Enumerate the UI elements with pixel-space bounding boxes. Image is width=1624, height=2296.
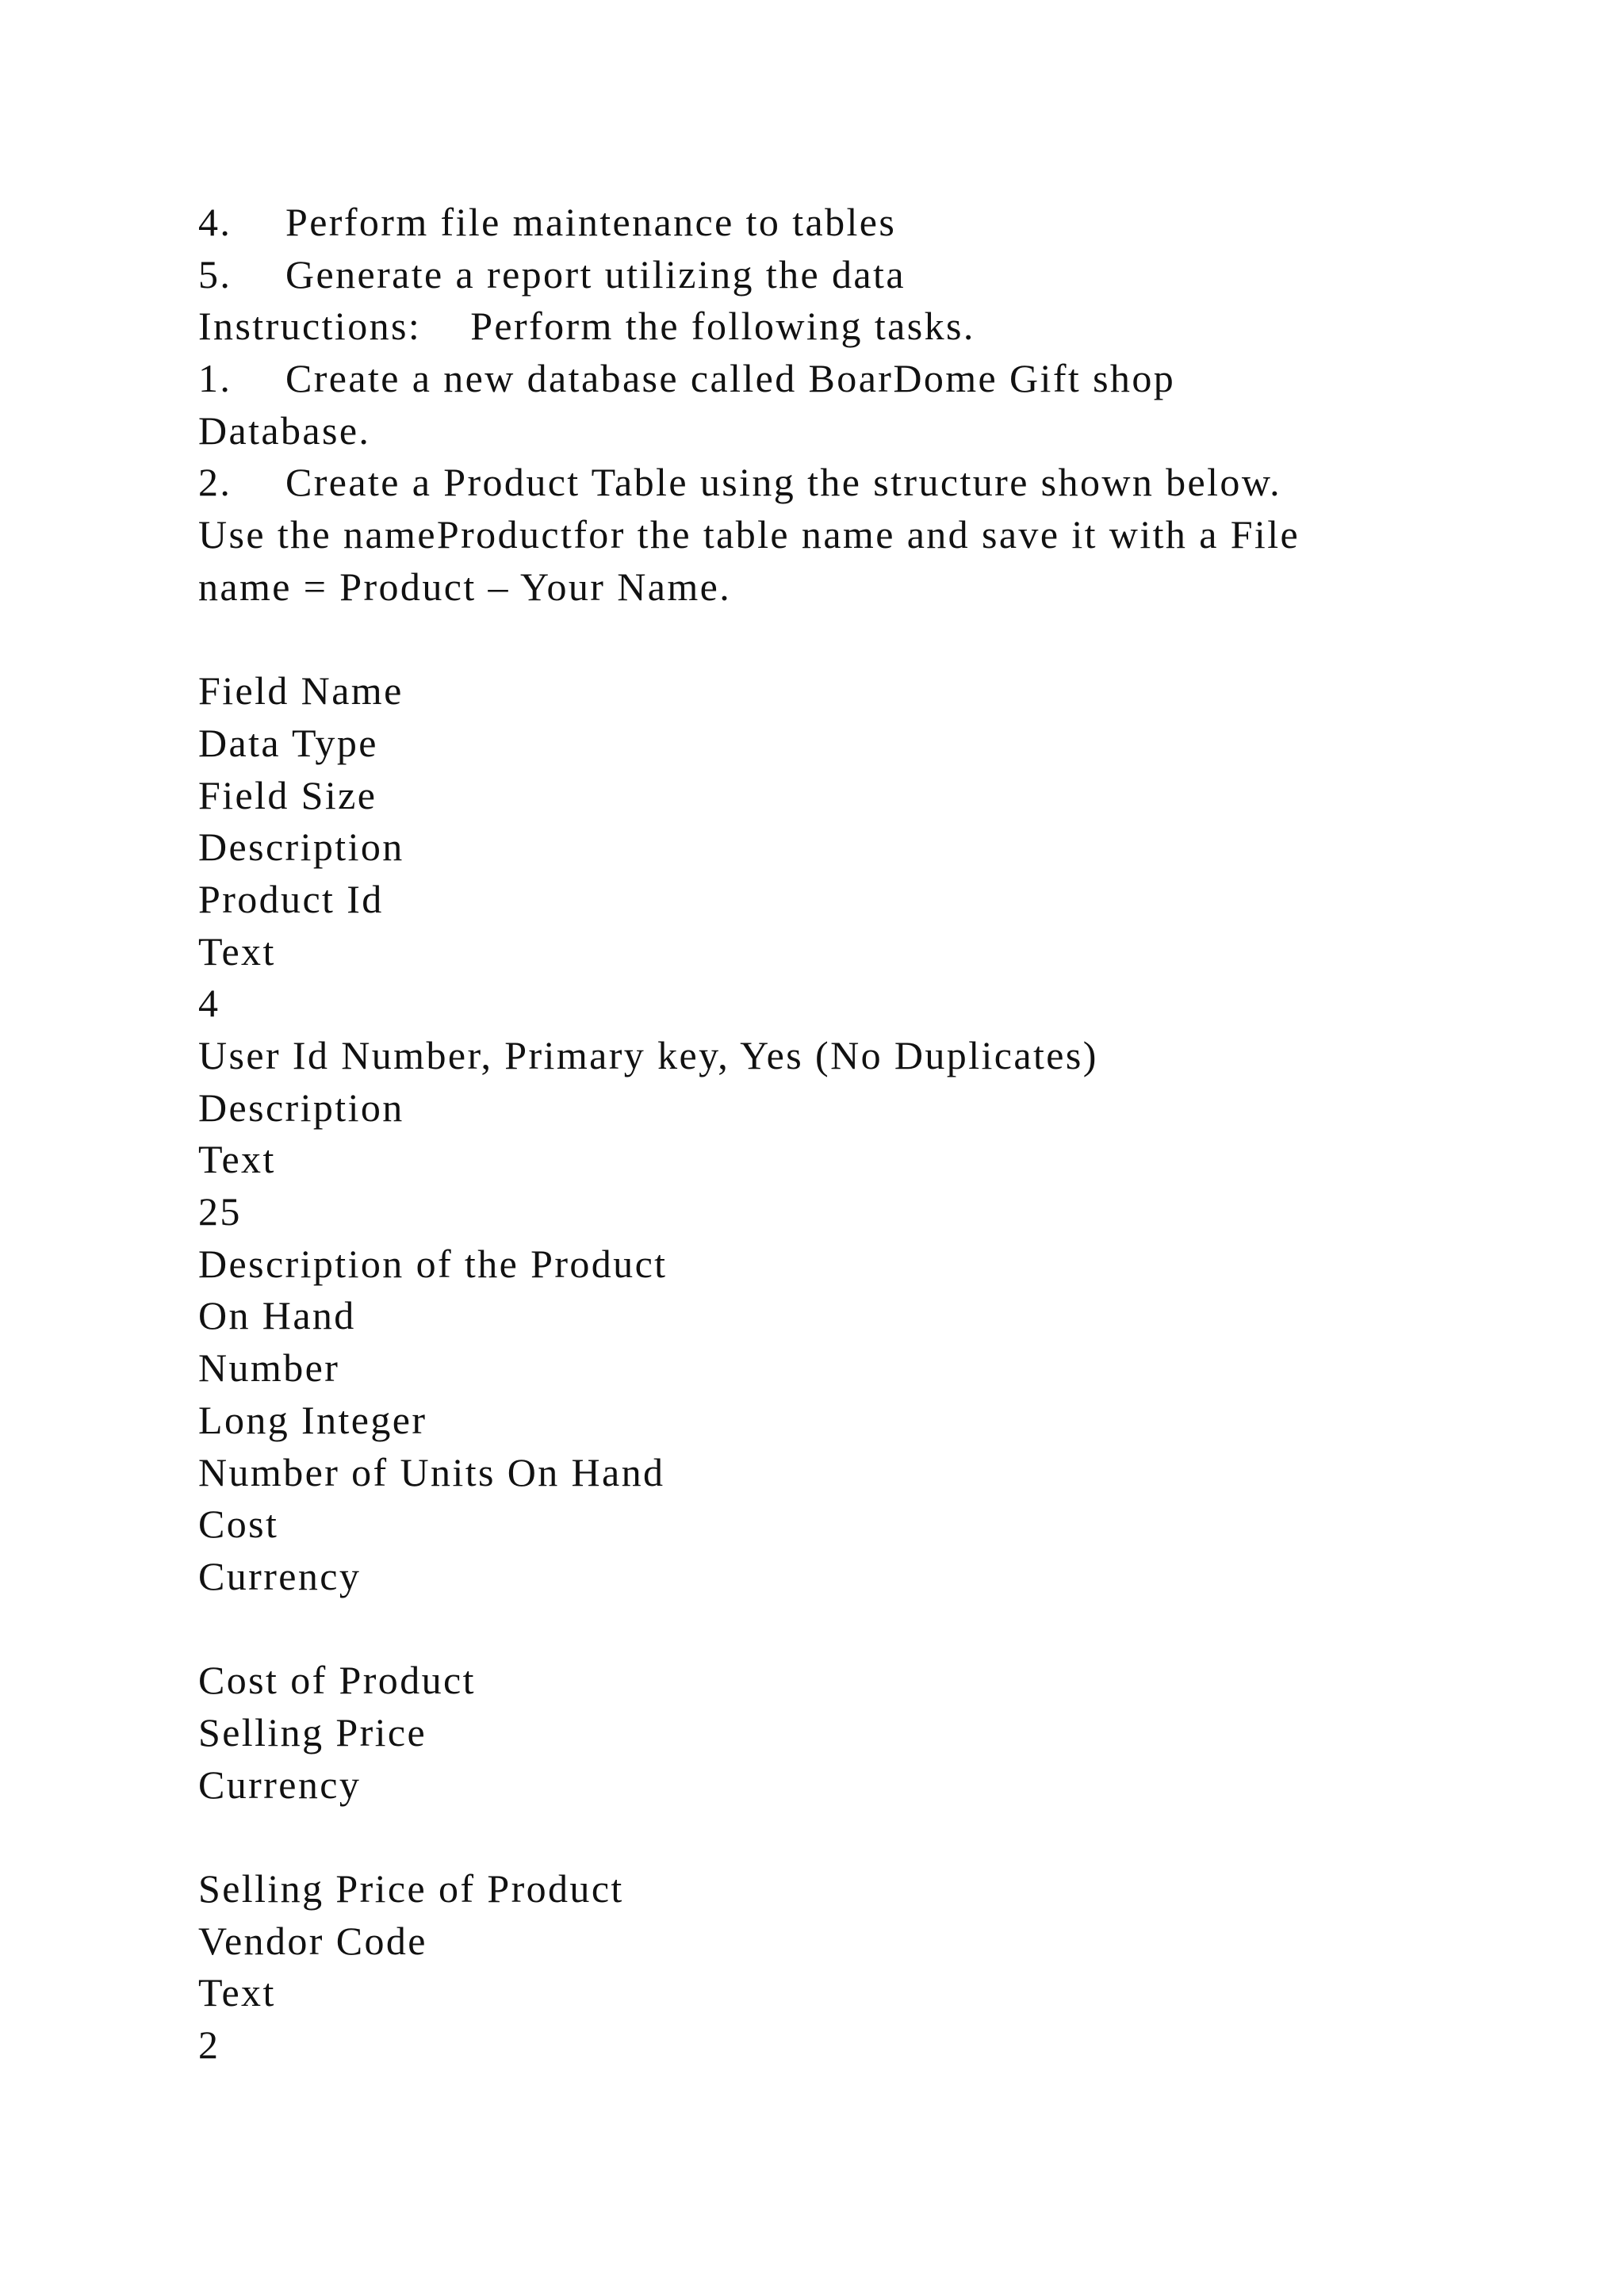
table-cell-field-size: 2 [198, 2022, 220, 2068]
table-cell-data-type: Currency [198, 1762, 362, 1807]
list-number: 2. [198, 460, 232, 505]
task-item-1-continuation: Database. [198, 408, 371, 453]
instructions-text: Perform the following tasks. [470, 304, 975, 349]
document-body [198, 197, 1435, 2072]
list-number: 5. [198, 251, 232, 297]
table-cell-field-size: 25 [198, 1189, 242, 1234]
objective-item-4 [198, 197, 1435, 249]
table-cell-field-name: On Hand [198, 1293, 356, 1338]
task-item-2 [198, 457, 1435, 509]
table-cell-field-name: Product Id [198, 876, 384, 921]
objective-item-5 [198, 249, 1435, 301]
table-cell-field-size: Long Integer [198, 1397, 427, 1442]
table-cell-data-type: Text [198, 1137, 276, 1182]
instructions-line [198, 300, 1435, 353]
list-number: 4. [198, 200, 232, 244]
task-item-2-continuation: name = Product – Your Name. [198, 564, 732, 609]
table-cell-data-type: Text [198, 1970, 276, 2015]
list-text: Perform file maintenance to tables [285, 200, 897, 244]
list-text: Generate a report utilizing the data [285, 251, 906, 297]
table-cell-description: Selling Price of Product [198, 1866, 624, 1911]
table-header-cell: Field Size [198, 772, 377, 817]
table-cell-field-name: Selling Price [198, 1709, 427, 1755]
list-text: Create a new database called BoarDome Gift shop [285, 356, 1176, 401]
table-cell-description: Number of Units On Hand [198, 1449, 665, 1494]
table-cell-description: Cost of Product [198, 1658, 476, 1703]
table-header-cell: Description [198, 825, 404, 870]
table-cell-field-name: Cost [198, 1502, 279, 1547]
task-item-2-continuation: Use the nameProductfor the table name and save it with a File [198, 512, 1300, 557]
table-cell-field-name: Vendor Code [198, 1918, 427, 1963]
table-cell-data-type: Text [198, 928, 276, 974]
table-header-cell: Data Type [198, 720, 378, 765]
list-text: Create a Product Table using the structure shown below. [285, 460, 1281, 505]
blank-line [198, 614, 1435, 666]
table-cell-data-type: Currency [198, 1553, 362, 1598]
table-cell-description: User Id Number, Primary key, Yes (No Duplicates) [198, 1033, 1098, 1077]
table-header-cell: Field Name [198, 668, 404, 714]
table-cell-field-size: 4 [198, 981, 220, 1026]
instructions-label: Instructions: [198, 304, 422, 349]
table-cell-description: Description of the Product [198, 1241, 668, 1286]
table-cell-data-type: Number [198, 1345, 340, 1391]
table-cell-field-size-empty [198, 1811, 1435, 1863]
task-item-1 [198, 353, 1435, 405]
table-cell-field-size-empty [198, 1603, 1435, 1655]
table-cell-field-name: Description [198, 1085, 404, 1130]
list-number: 1. [198, 356, 232, 401]
